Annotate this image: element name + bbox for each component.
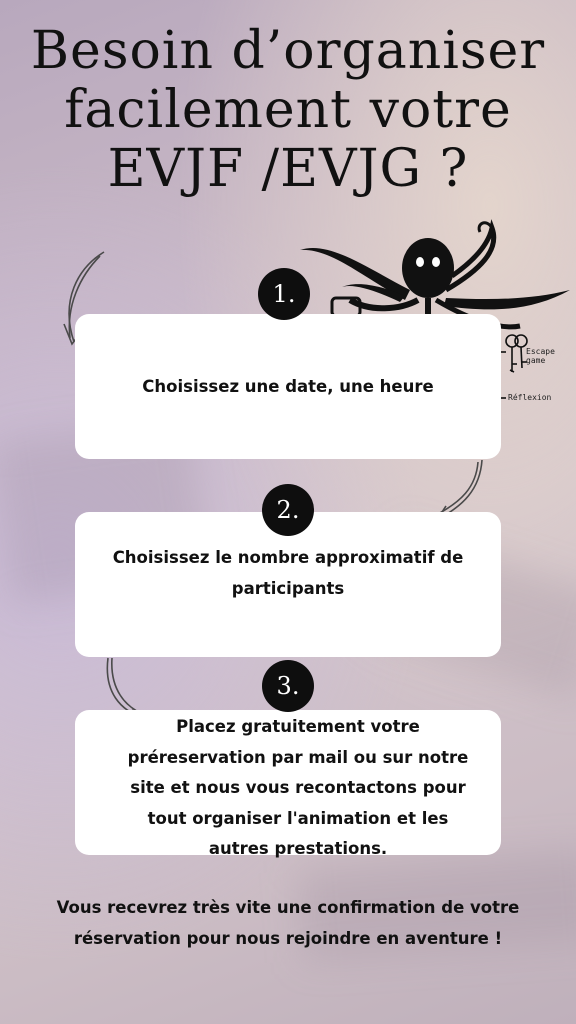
keys-icon — [498, 335, 527, 398]
octopus-icon — [300, 223, 570, 327]
step-2-text: Choisissez le nombre approximatif de participants — [112, 548, 464, 598]
step-card-3 — [75, 710, 501, 858]
step-1-text: Choisissez une date, une heure — [142, 377, 434, 396]
step-3-text: Placez gratuitement votre préreservation par mail ou sur notre site et nous vous recontactons pour tout organiser l'animation et les autres prestations. — [127, 717, 469, 858]
reflexion-label: Réflexion — [508, 393, 552, 402]
title-line-3: EVJF /EVJG ? — [107, 139, 469, 199]
step-number-1: 1. — [258, 268, 310, 320]
title-line-1: Besoin d’organiser — [30, 21, 546, 81]
curved-arrow-icon — [438, 460, 482, 520]
title-line-2: facilement votre — [64, 80, 512, 140]
escape-game-label: Escape game — [526, 347, 555, 365]
step-number-3: 3. — [262, 660, 314, 712]
footer-text: Vous recevrez très vite une confirmation de votre réservation pour nous rejoindre en aventure ! — [56, 898, 520, 948]
page-title — [0, 22, 576, 199]
step-card-1 — [75, 314, 501, 459]
step-number-2: 2. — [262, 484, 314, 536]
